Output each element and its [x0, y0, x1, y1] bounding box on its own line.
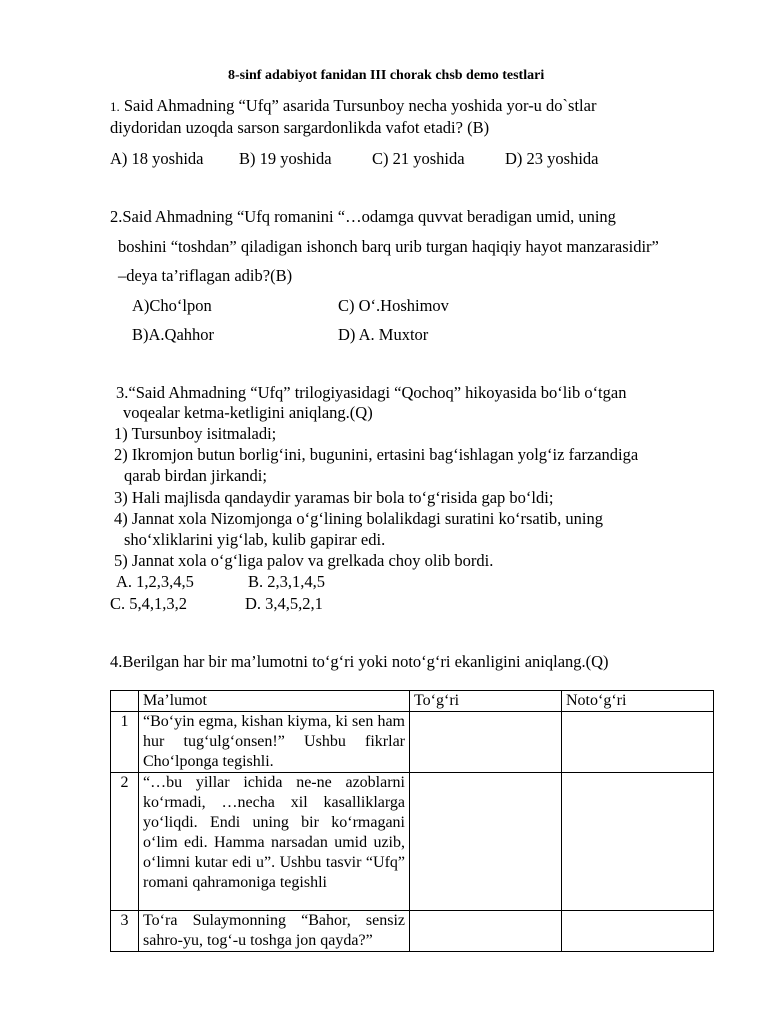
header-togri: To‘g‘ri: [410, 691, 562, 712]
question-3-item-2-cont: qarab birdan jirkandi;: [124, 466, 267, 485]
question-1-line-2: diydoridan uzoqda sarson sargardonlikda vafot etadi? (B): [110, 118, 490, 137]
question-2-line-2: boshini “toshdan” qiladigan ishonch barq urib turgan haqiqiy hayot manzarasidir”: [118, 237, 659, 256]
question-2-option-d: D) A. Muxtor: [338, 325, 429, 344]
question-3-item-4-cont: sho‘xliklarini yig‘lab, kulib gapirar edi.: [124, 530, 386, 549]
header-notogri: Noto‘g‘ri: [562, 691, 714, 712]
question-3-item-2: 2) Ikromjon butun borlig‘ini, bugunini, ertasini bag‘ishlagan yolg‘iz farzandiga: [114, 445, 639, 464]
question-3-item-5: 5) Jannat xola o‘g‘liga palov va grelkada choy olib bordi.: [114, 551, 494, 570]
question-3-item-1: 1) Tursunboy isitmaladi;: [114, 424, 277, 443]
table-row: [111, 712, 714, 773]
row-number: 3: [111, 911, 139, 952]
question-1-text: Said Ahmadning “Ufq” asarida Tursunboy necha yoshida yor-u do`stlar: [123, 96, 597, 115]
table-row: [111, 773, 714, 911]
row-number: 1: [111, 712, 139, 773]
question-1-line-1: [110, 98, 596, 115]
question-1-option-d: D) 23 yoshida: [505, 149, 599, 168]
question-1-number: 1.: [110, 99, 120, 114]
question-2-option-c: C) O‘.Hoshimov: [338, 296, 449, 315]
notogri-cell[interactable]: [562, 911, 714, 952]
row-text: “…bu yillar ichida ne-ne azoblarni ko‘rmadi, …necha xil kasalliklarga yo‘liqdi. Endi uning bir ko‘rmagani o‘lim edi. Hamma narsadan umid uzib, o‘limni kutar edi u”. Ushbu tasvir “Ufq” romani qahramoniga tegishli: [139, 773, 410, 911]
question-3-item-3: 3) Hali majlisda qandaydir yaramas bir bola to‘g‘risida gap bo‘ldi;: [114, 488, 554, 507]
notogri-cell[interactable]: [562, 773, 714, 911]
row-text: “Bo‘yin egma, kishan kiyma, ki sen ham hur tug‘ulg‘onsen!” Ushbu fikrlar Cho‘lponga tegishli.: [139, 712, 410, 773]
question-3-option-b: B. 2,3,1,4,5: [248, 572, 326, 591]
row-number: 2: [111, 773, 139, 911]
question-3-line-1: 3.“Said Ahmadning “Ufq” trilogiyasidagi “Qochoq” hikoyasida bo‘lib o‘tgan: [116, 383, 627, 402]
question-2-option-b: B)A.Qahhor: [132, 325, 215, 344]
question-2-line-3: –deya ta’riflagan adib?(B): [118, 266, 293, 285]
question-4-line-1: 4.Berilgan har bir ma’lumotni to‘g‘ri yoki noto‘g‘ri ekanligini aniqlang.(Q): [110, 652, 609, 671]
togri-cell[interactable]: [410, 712, 562, 773]
question-3-line-2: voqealar ketma-ketligini aniqlang.(Q): [123, 403, 373, 422]
question-3-item-4: 4) Jannat xola Nizomjonga o‘g‘lining bolalikdagi suratini ko‘rsatib, uning: [114, 509, 603, 528]
question-1-option-a: A) 18 yoshida: [110, 149, 204, 168]
togri-cell[interactable]: [410, 911, 562, 952]
question-2-line-1: 2.Said Ahmadning “Ufq romanini “…odamga quvvat beradigan umid, uning: [110, 207, 616, 226]
table-header-row: [111, 691, 714, 712]
header-number: [111, 691, 139, 712]
info-table: [110, 690, 714, 952]
question-2-option-a: A)Cho‘lpon: [132, 296, 212, 315]
question-3-option-d: D. 3,4,5,2,1: [245, 594, 323, 613]
question-1-option-c: C) 21 yoshida: [372, 149, 465, 168]
header-malumot: Ma’lumot: [139, 691, 410, 712]
question-1-option-b: B) 19 yoshida: [239, 149, 332, 168]
notogri-cell[interactable]: [562, 712, 714, 773]
row-text: To‘ra Sulaymonning “Bahor, sensiz sahro-yu, tog‘-u toshga jon qayda?”: [139, 911, 410, 952]
question-3-option-c: C. 5,4,1,3,2: [110, 594, 188, 613]
question-3-option-a: A. 1,2,3,4,5: [116, 572, 194, 591]
togri-cell[interactable]: [410, 773, 562, 911]
page-title: 8-sinf adabiyot fanidan III chorak chsb demo testlari: [228, 68, 545, 83]
table-row: [111, 911, 714, 952]
